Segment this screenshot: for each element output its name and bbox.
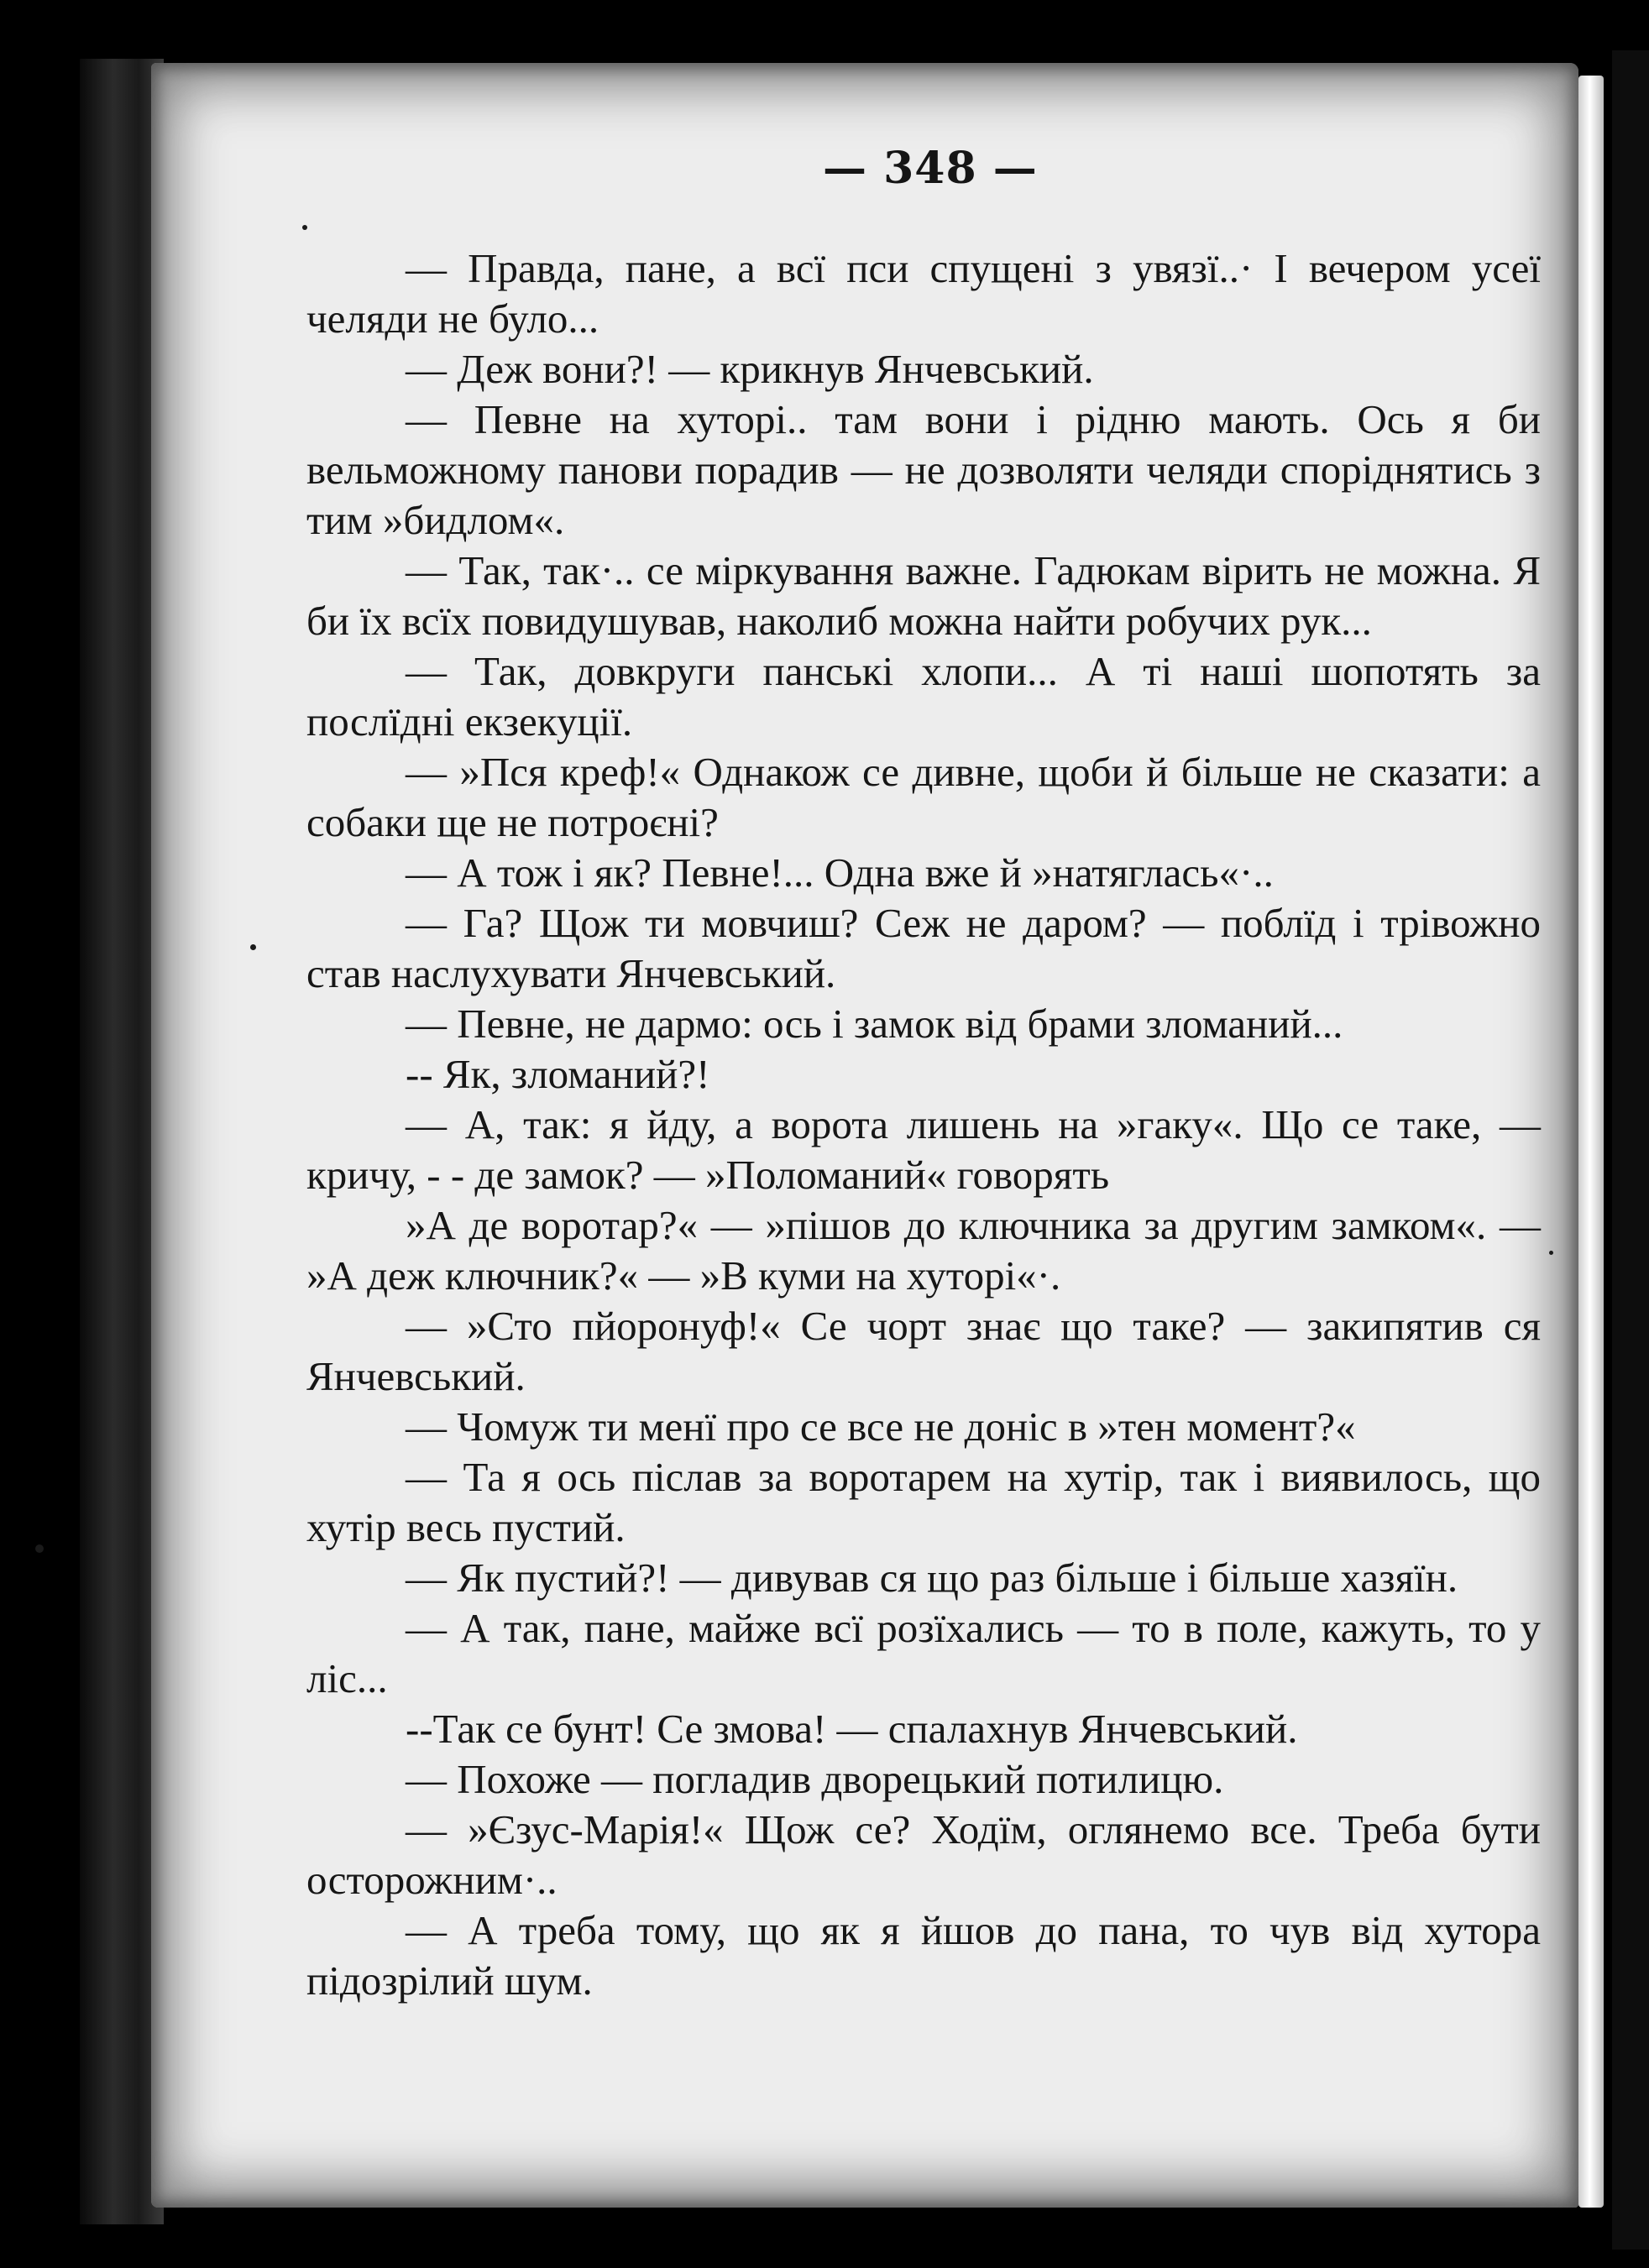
- paragraph: — Га? Щож ти мовчиш? Сеж не даром? — поблїд і трівожно став наслухувати Янчевський.: [306, 900, 1541, 996]
- paragraph: — Чомуж ти менї про се все не доніс в »тен момент?«: [406, 1403, 1356, 1450]
- ink-speck: [302, 225, 307, 230]
- paragraph: — Похоже — погладив дворецький потилицю.: [406, 1756, 1224, 1802]
- paragraph: — »Пся креф!« Однакож се дивне, щоби й більше не сказати: а собаки ще не потроєні?: [306, 749, 1541, 845]
- body-text: [306, 243, 1541, 2006]
- ink-speck: [35, 1544, 44, 1553]
- paragraph: — Так, так·.. се міркування важне. Гадюкам вірить не можна. Я би їх всїх повидушував, наколиб можна найти робучих рук...: [306, 547, 1541, 644]
- paragraph: — Певне, не дармо: ось і замок від брами зломаний...: [406, 1001, 1343, 1047]
- paragraph: — А так, пане, майже всї розїхались — то в поле, кажуть, то у ліс...: [306, 1605, 1541, 1701]
- dark-background-right: [1612, 50, 1649, 2250]
- paragraph: --Так се бунт! Се змова! — спалахнув Янчевський.: [406, 1706, 1298, 1752]
- next-page-edge: [1578, 76, 1604, 2208]
- paragraph: — Правда, пане, а всї пси спущені з увязї..· І вечером усеї челяди не було...: [306, 245, 1541, 342]
- paragraph: — »Сто пйоронуф!« Се чорт знає що таке? — закипятив ся Янчевський.: [306, 1303, 1541, 1399]
- paragraph: — А, так: я йду, а ворота лишень на »гаку«. Що се таке, — кричу, - - де замок? — »Поломаний« говорять: [306, 1101, 1541, 1198]
- paragraph: — »Єзус-Марія!« Щож се? Ходїм, оглянемо все. Треба бути осторожним·..: [306, 1806, 1541, 1903]
- paragraph: — А тож і як? Певне!... Одна вже й »натяглась«·..: [406, 849, 1274, 896]
- paragraph: — А треба тому, що як я йшов до пана, то чув від хутора підозрілий шум.: [306, 1907, 1541, 2004]
- page-number: — 348 —: [823, 143, 1038, 194]
- paragraph: »А де воротар?« — »пішов до ключника за другим замком«. — »А деж ключник?« — »В куми на хуторі«·.: [306, 1202, 1541, 1299]
- paragraph: — Деж вони?! — крикнув Янчевський.: [406, 346, 1094, 392]
- ink-speck: [1549, 1251, 1553, 1255]
- paragraph: — Так, довкруги панські хлопи... А ті наші шопотять за послїдні екзекуції.: [306, 648, 1541, 745]
- ink-speck: [250, 944, 256, 950]
- paragraph: — Певне на хуторі.. там вони і рідню мають. Ось я би вельможному панови порадив — не дозволяти челяди споріднятись з тим »бидлом«.: [306, 396, 1541, 543]
- paragraph: — Та я ось післав за воротарем на хутір, так і виявилось, що хутір весь пустий.: [306, 1454, 1541, 1550]
- paragraph: — Як пустий?! — дивував ся що раз більше і більше хазяїн.: [406, 1555, 1458, 1601]
- paragraph: -- Як, зломаний?!: [406, 1051, 710, 1097]
